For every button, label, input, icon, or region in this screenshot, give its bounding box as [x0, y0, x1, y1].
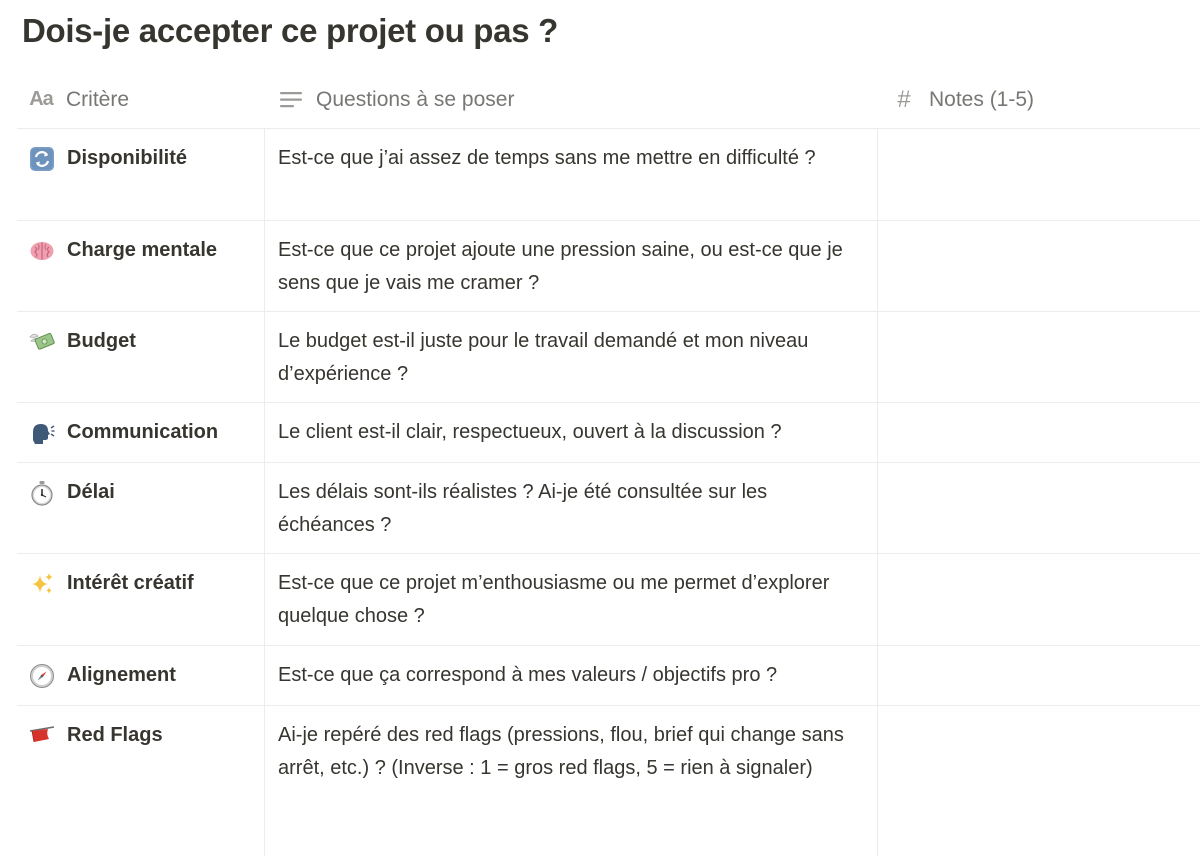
stopwatch-icon [28, 476, 56, 509]
note-cell[interactable] [878, 312, 1200, 402]
column-header-label: Questions à se poser [316, 87, 515, 111]
table-row[interactable] [17, 706, 1200, 856]
criterion-cell[interactable] [17, 403, 265, 462]
page-title[interactable]: Dois-je accepter ce projet ou pas ? [22, 12, 558, 49]
criterion-label: Disponibilité [67, 147, 187, 169]
red-flag-icon [28, 719, 56, 752]
column-header-label: Critère [66, 87, 130, 111]
criterion-cell[interactable] [17, 129, 265, 220]
text-property-icon: Aa [29, 88, 53, 110]
criterion-label: Intérêt créatif [67, 572, 194, 594]
column-header-label: Notes (1-5) [929, 87, 1035, 111]
question-cell[interactable]: Le budget est-il juste pour le travail demandé et mon niveau d’expérience ? [265, 312, 878, 402]
arrows-repeat-icon [28, 142, 56, 175]
note-cell[interactable] [878, 706, 1200, 856]
table-row[interactable] [17, 403, 1200, 463]
note-cell[interactable] [878, 129, 1200, 220]
criterion-cell[interactable] [17, 312, 265, 402]
table-row[interactable] [17, 129, 1200, 221]
criterion-cell[interactable] [17, 646, 265, 705]
note-cell[interactable] [878, 403, 1200, 462]
question-cell[interactable]: Est-ce que ça correspond à mes valeurs / objectifs pro ? [265, 646, 878, 705]
column-header-questions[interactable] [265, 71, 878, 128]
speaking-head-icon [28, 416, 56, 449]
criterion-cell[interactable] [17, 463, 265, 553]
criterion-label: Délai [67, 481, 115, 503]
criterion-label: Communication [67, 421, 219, 443]
brain-icon [28, 234, 56, 267]
question-cell[interactable]: Est-ce que j’ai assez de temps sans me mettre en difficulté ? [265, 129, 878, 220]
note-cell[interactable] [878, 221, 1200, 311]
criterion-label: Charge mentale [67, 239, 218, 261]
criterion-cell[interactable] [17, 221, 265, 311]
criterion-label: Alignement [67, 664, 176, 686]
question-cell[interactable]: Le client est-il clair, respectueux, ouvert à la discussion ? [265, 403, 878, 462]
table-row[interactable] [17, 312, 1200, 403]
table-row[interactable] [17, 646, 1200, 706]
compass-icon [28, 659, 56, 692]
criterion-label: Red Flags [67, 724, 163, 746]
money-wings-icon [28, 325, 56, 358]
table-row[interactable] [17, 554, 1200, 646]
question-cell[interactable]: Est-ce que ce projet m’enthousiasme ou me permet d’explorer quelque chose ? [265, 554, 878, 645]
database-table [17, 71, 1200, 856]
column-header-notes[interactable] [878, 71, 1200, 128]
table-row[interactable] [17, 463, 1200, 554]
note-cell[interactable] [878, 554, 1200, 645]
question-cell[interactable]: Est-ce que ce projet ajoute une pression saine, ou est-ce que je sens que je vais me cramer ? [265, 221, 878, 311]
criterion-label: Budget [67, 330, 136, 352]
column-header-criterion[interactable] [17, 71, 265, 128]
note-cell[interactable] [878, 463, 1200, 553]
sparkles-icon [28, 567, 56, 600]
question-cell[interactable]: Ai-je repéré des red flags (pressions, flou, brief qui change sans arrêt, etc.) ? (Inverse : 1 = gros red flags, 5 = rien à signaler) [265, 706, 878, 856]
criterion-cell[interactable] [17, 706, 265, 856]
criterion-cell[interactable] [17, 554, 265, 645]
lines-property-icon [278, 90, 304, 110]
table-row[interactable] [17, 221, 1200, 312]
number-property-icon: # [897, 85, 911, 113]
question-cell[interactable]: Les délais sont-ils réalistes ? Ai-je été consultée sur les échéances ? [265, 463, 878, 553]
note-cell[interactable] [878, 646, 1200, 705]
table-header [17, 71, 1200, 129]
